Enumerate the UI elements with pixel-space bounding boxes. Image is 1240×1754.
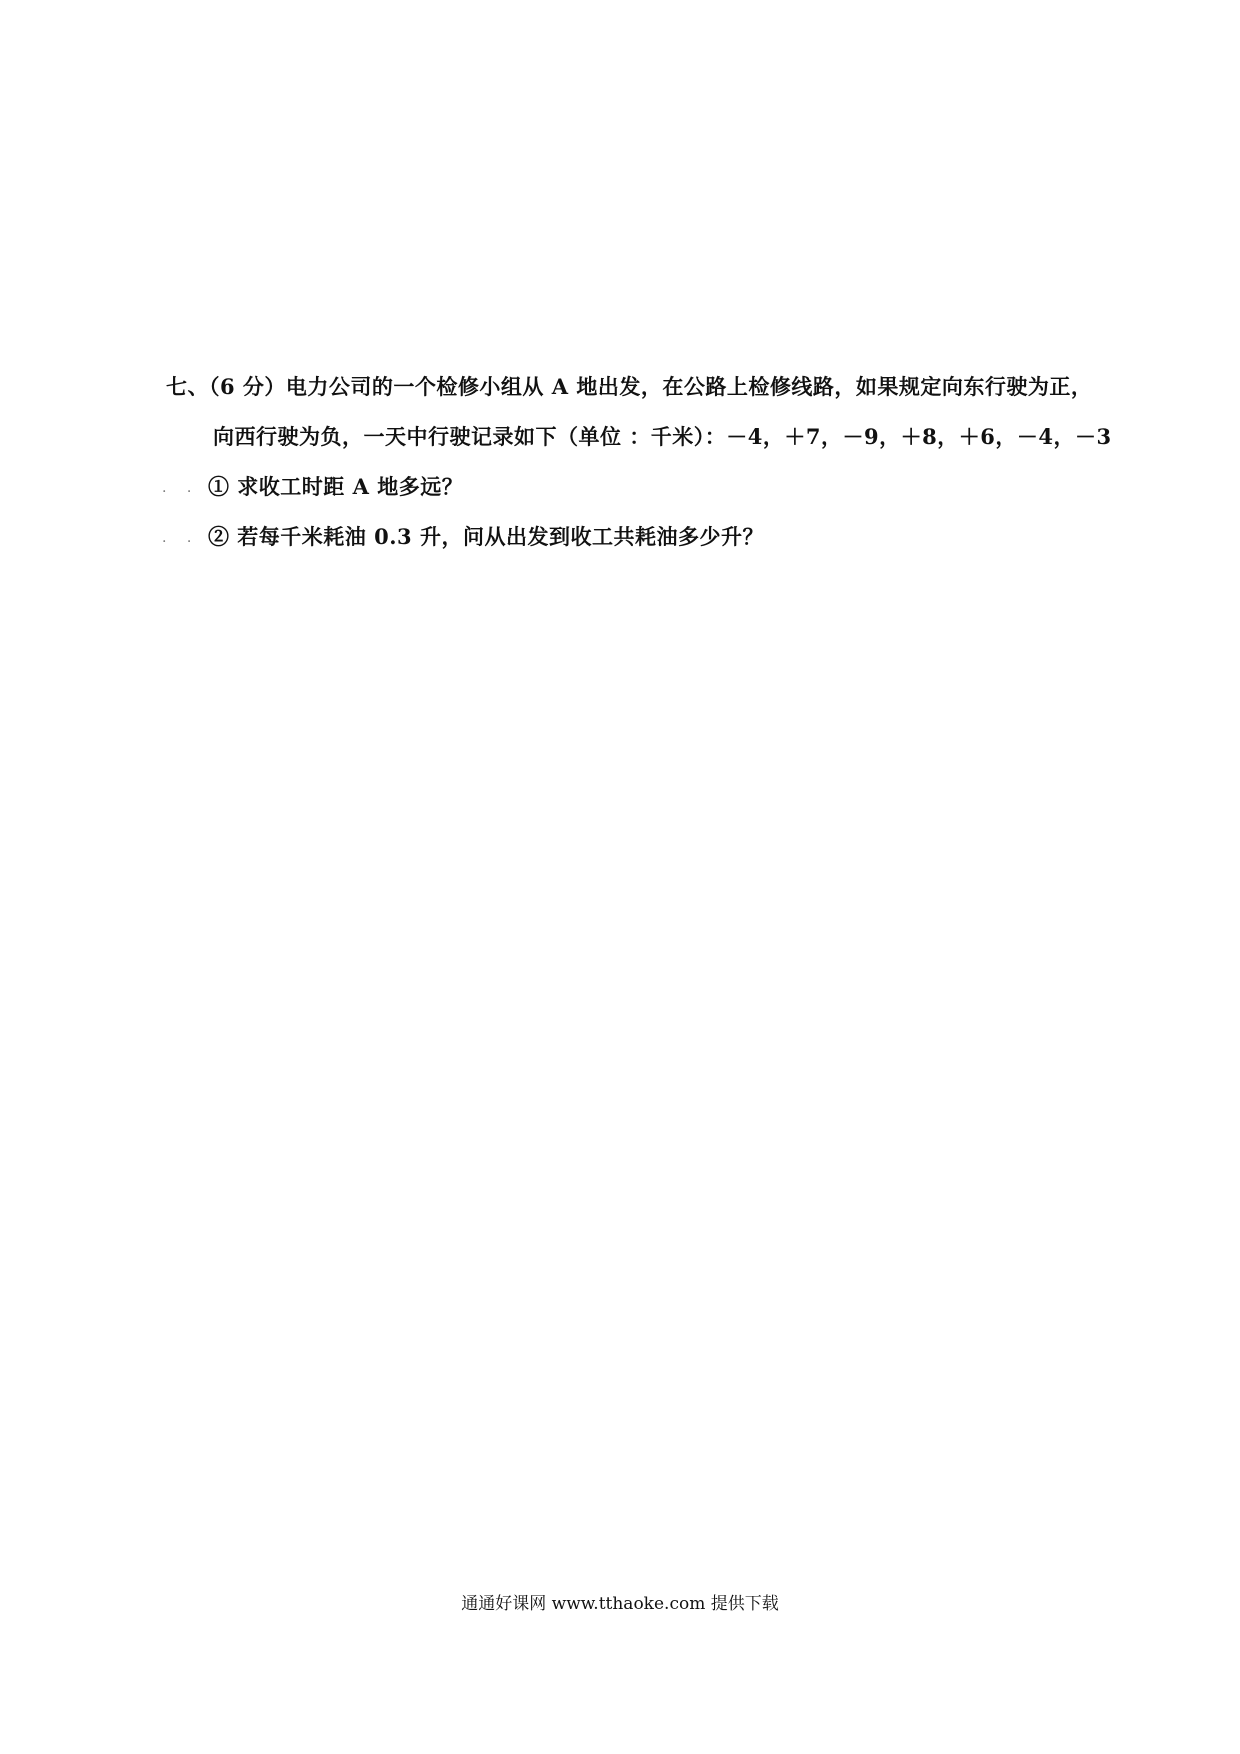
margin-marks: . . <box>162 480 200 496</box>
question-stem-line-1: 七、（6 分）电力公司的一个检修小组从 A 地出发，在公路上检修线路，如果规定向东行驶为正， <box>166 374 1093 399</box>
margin-marks: . . <box>162 530 200 546</box>
page-footer: 通通好课网 www.tthaoke.com 提供下载 <box>461 1594 779 1614</box>
sub-question-1: ① 求收工时距 A 地多远？ <box>208 474 464 499</box>
question-stem-line-2: 向西行驶为负，一天中行驶记录如下（单位 ：千米）：－4，＋7，－9，＋8，＋6，－4，－3 <box>213 424 1112 449</box>
sub-question-2: ② 若每千米耗油 0.3 升，问从出发到收工共耗油多少升？ <box>208 524 764 549</box>
